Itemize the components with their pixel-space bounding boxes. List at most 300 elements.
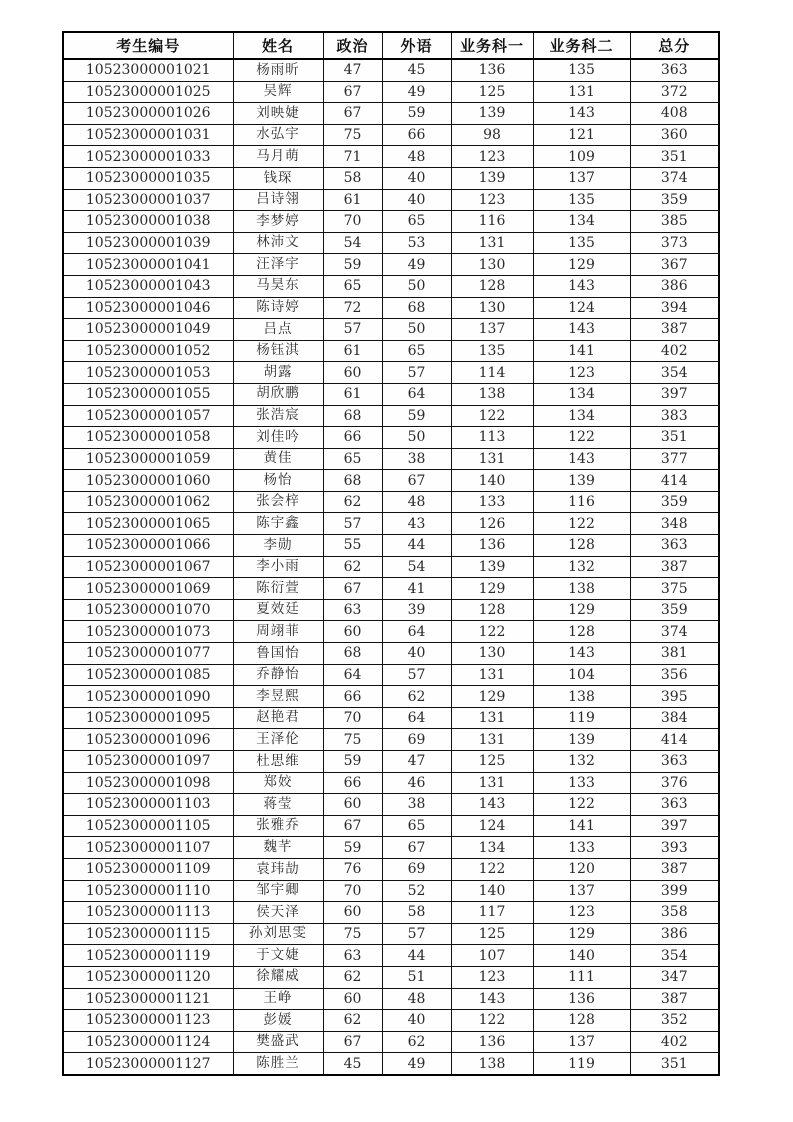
politics-score-cell: 75: [323, 729, 382, 751]
subject-two-score-cell: 128: [533, 1010, 630, 1032]
candidate-id-cell: 10523000001049: [63, 319, 233, 341]
politics-score-cell: 70: [323, 211, 382, 233]
candidate-id-cell: 10523000001059: [63, 448, 233, 470]
politics-score-cell: 67: [323, 578, 382, 600]
subject-one-score-cell: 136: [451, 1031, 533, 1053]
subject-one-score-cell: 129: [451, 686, 533, 708]
foreign-language-score-cell: 69: [382, 858, 451, 880]
name-cell: 孙刘思雯: [233, 923, 323, 945]
total-score-cell: 373: [630, 232, 719, 254]
name-cell: 胡露: [233, 362, 323, 384]
subject-one-score-cell: 131: [451, 729, 533, 751]
foreign-language-score-cell: 48: [382, 491, 451, 513]
politics-score-cell: 62: [323, 491, 382, 513]
candidate-id-cell: 10523000001110: [63, 880, 233, 902]
name-cell: 王峥: [233, 988, 323, 1010]
table-row: [63, 383, 719, 405]
total-score-cell: 393: [630, 837, 719, 859]
subject-one-score-cell: 129: [451, 578, 533, 600]
candidate-id-cell: 10523000001109: [63, 858, 233, 880]
politics-score-cell: 58: [323, 167, 382, 189]
candidate-id-cell: 10523000001077: [63, 643, 233, 665]
subject-two-score-cell: 141: [533, 340, 630, 362]
foreign-language-score-cell: 57: [382, 664, 451, 686]
foreign-language-score-cell: 46: [382, 772, 451, 794]
subject-two-score-cell: 109: [533, 146, 630, 168]
politics-score-cell: 65: [323, 448, 382, 470]
subject-two-score-cell: 132: [533, 556, 630, 578]
total-score-cell: 356: [630, 664, 719, 686]
table-row: [63, 945, 719, 967]
subject-two-score-cell: 122: [533, 513, 630, 535]
candidate-id-cell: 10523000001037: [63, 189, 233, 211]
candidate-id-cell: 10523000001038: [63, 211, 233, 233]
candidate-id-cell: 10523000001107: [63, 837, 233, 859]
name-cell: 杨钰淇: [233, 340, 323, 362]
foreign-language-score-cell: 49: [382, 254, 451, 276]
subject-two-score-cell: 111: [533, 966, 630, 988]
subject-one-score-cell: 131: [451, 664, 533, 686]
subject-one-score-cell: 113: [451, 427, 533, 449]
foreign-language-score-cell: 51: [382, 966, 451, 988]
candidate-id-cell: 10523000001060: [63, 470, 233, 492]
politics-score-cell: 63: [323, 945, 382, 967]
column-header-subject-one: 业务科一: [451, 32, 533, 59]
candidate-id-cell: 10523000001095: [63, 707, 233, 729]
subject-two-score-cell: 124: [533, 297, 630, 319]
subject-one-score-cell: 125: [451, 923, 533, 945]
total-score-cell: 360: [630, 124, 719, 146]
politics-score-cell: 70: [323, 880, 382, 902]
subject-one-score-cell: 138: [451, 383, 533, 405]
candidate-id-cell: 10523000001120: [63, 966, 233, 988]
politics-score-cell: 67: [323, 81, 382, 103]
foreign-language-score-cell: 66: [382, 124, 451, 146]
name-cell: 刘映婕: [233, 103, 323, 125]
subject-two-score-cell: 137: [533, 880, 630, 902]
name-cell: 陈诗婷: [233, 297, 323, 319]
table-row: [63, 729, 719, 751]
foreign-language-score-cell: 45: [382, 59, 451, 81]
table-row: [63, 124, 719, 146]
name-cell: 李小雨: [233, 556, 323, 578]
subject-one-score-cell: 114: [451, 362, 533, 384]
name-cell: 陈衍萱: [233, 578, 323, 600]
candidate-id-cell: 10523000001097: [63, 751, 233, 773]
total-score-cell: 354: [630, 945, 719, 967]
subject-two-score-cell: 119: [533, 707, 630, 729]
foreign-language-score-cell: 65: [382, 340, 451, 362]
table-row: [63, 254, 719, 276]
politics-score-cell: 72: [323, 297, 382, 319]
subject-one-score-cell: 117: [451, 902, 533, 924]
subject-two-score-cell: 121: [533, 124, 630, 146]
table-row: [63, 1031, 719, 1053]
candidate-id-cell: 10523000001123: [63, 1010, 233, 1032]
politics-score-cell: 68: [323, 643, 382, 665]
name-cell: 彭媛: [233, 1010, 323, 1032]
politics-score-cell: 67: [323, 815, 382, 837]
name-cell: 吕诗翎: [233, 189, 323, 211]
candidate-id-cell: 10523000001031: [63, 124, 233, 146]
subject-one-score-cell: 131: [451, 232, 533, 254]
table-row: [63, 427, 719, 449]
name-cell: 张浩宸: [233, 405, 323, 427]
table-row: [63, 275, 719, 297]
subject-two-score-cell: 143: [533, 643, 630, 665]
candidate-id-cell: 10523000001033: [63, 146, 233, 168]
subject-one-score-cell: 98: [451, 124, 533, 146]
subject-two-score-cell: 129: [533, 254, 630, 276]
subject-two-score-cell: 123: [533, 362, 630, 384]
candidate-id-cell: 10523000001046: [63, 297, 233, 319]
table-row: [63, 643, 719, 665]
foreign-language-score-cell: 59: [382, 103, 451, 125]
subject-two-score-cell: 135: [533, 189, 630, 211]
subject-two-score-cell: 123: [533, 902, 630, 924]
politics-score-cell: 45: [323, 1053, 382, 1075]
name-cell: 赵艳君: [233, 707, 323, 729]
candidate-id-cell: 10523000001067: [63, 556, 233, 578]
table-row: [63, 966, 719, 988]
table-row: [63, 535, 719, 557]
total-score-cell: 359: [630, 491, 719, 513]
politics-score-cell: 60: [323, 362, 382, 384]
foreign-language-score-cell: 50: [382, 427, 451, 449]
total-score-cell: 351: [630, 427, 719, 449]
subject-one-score-cell: 128: [451, 599, 533, 621]
candidate-id-cell: 10523000001085: [63, 664, 233, 686]
politics-score-cell: 67: [323, 103, 382, 125]
politics-score-cell: 60: [323, 621, 382, 643]
total-score-cell: 352: [630, 1010, 719, 1032]
name-cell: 水弘宇: [233, 124, 323, 146]
politics-score-cell: 59: [323, 751, 382, 773]
total-score-cell: 363: [630, 751, 719, 773]
name-cell: 吴辉: [233, 81, 323, 103]
subject-one-score-cell: 130: [451, 297, 533, 319]
foreign-language-score-cell: 69: [382, 729, 451, 751]
table-row: [63, 81, 719, 103]
name-cell: 吕点: [233, 319, 323, 341]
total-score-cell: 363: [630, 535, 719, 557]
candidate-id-cell: 10523000001026: [63, 103, 233, 125]
subject-two-score-cell: 137: [533, 167, 630, 189]
total-score-cell: 351: [630, 146, 719, 168]
candidate-id-cell: 10523000001066: [63, 535, 233, 557]
total-score-cell: 374: [630, 621, 719, 643]
foreign-language-score-cell: 40: [382, 167, 451, 189]
politics-score-cell: 61: [323, 189, 382, 211]
candidate-id-cell: 10523000001058: [63, 427, 233, 449]
foreign-language-score-cell: 48: [382, 146, 451, 168]
foreign-language-score-cell: 44: [382, 535, 451, 557]
subject-one-score-cell: 124: [451, 815, 533, 837]
total-score-cell: 374: [630, 167, 719, 189]
foreign-language-score-cell: 39: [382, 599, 451, 621]
subject-two-score-cell: 137: [533, 1031, 630, 1053]
subject-two-score-cell: 143: [533, 319, 630, 341]
table-row: [63, 794, 719, 816]
name-cell: 杜思维: [233, 751, 323, 773]
candidate-id-cell: 10523000001119: [63, 945, 233, 967]
total-score-cell: 375: [630, 578, 719, 600]
subject-one-score-cell: 140: [451, 880, 533, 902]
politics-score-cell: 66: [323, 772, 382, 794]
foreign-language-score-cell: 47: [382, 751, 451, 773]
column-header-total-score: 总分: [630, 32, 719, 59]
name-cell: 钱琛: [233, 167, 323, 189]
foreign-language-score-cell: 40: [382, 1010, 451, 1032]
foreign-language-score-cell: 50: [382, 275, 451, 297]
table-row: [63, 902, 719, 924]
total-score-cell: 383: [630, 405, 719, 427]
politics-score-cell: 59: [323, 837, 382, 859]
total-score-cell: 351: [630, 1053, 719, 1075]
subject-two-score-cell: 132: [533, 751, 630, 773]
politics-score-cell: 66: [323, 686, 382, 708]
name-cell: 鲁国怡: [233, 643, 323, 665]
name-cell: 汪泽宇: [233, 254, 323, 276]
column-header-politics: 政治: [323, 32, 382, 59]
foreign-language-score-cell: 40: [382, 643, 451, 665]
total-score-cell: 394: [630, 297, 719, 319]
name-cell: 邹宇卿: [233, 880, 323, 902]
table-row: [63, 664, 719, 686]
total-score-cell: 347: [630, 966, 719, 988]
candidate-id-cell: 10523000001096: [63, 729, 233, 751]
candidate-id-cell: 10523000001090: [63, 686, 233, 708]
subject-two-score-cell: 120: [533, 858, 630, 880]
candidate-id-cell: 10523000001115: [63, 923, 233, 945]
subject-one-score-cell: 130: [451, 643, 533, 665]
subject-one-score-cell: 123: [451, 189, 533, 211]
foreign-language-score-cell: 38: [382, 794, 451, 816]
table-row: [63, 491, 719, 513]
subject-two-score-cell: 122: [533, 427, 630, 449]
foreign-language-score-cell: 58: [382, 902, 451, 924]
table-row: [63, 405, 719, 427]
foreign-language-score-cell: 41: [382, 578, 451, 600]
table-row: [63, 319, 719, 341]
total-score-cell: 377: [630, 448, 719, 470]
name-cell: 马月萌: [233, 146, 323, 168]
foreign-language-score-cell: 50: [382, 319, 451, 341]
column-header-name: 姓名: [233, 32, 323, 59]
total-score-cell: 381: [630, 643, 719, 665]
candidate-id-cell: 10523000001043: [63, 275, 233, 297]
foreign-language-score-cell: 67: [382, 837, 451, 859]
subject-one-score-cell: 143: [451, 794, 533, 816]
subject-two-score-cell: 138: [533, 578, 630, 600]
table-row: [63, 858, 719, 880]
subject-one-score-cell: 131: [451, 772, 533, 794]
score-table-body: [63, 59, 719, 1075]
total-score-cell: 354: [630, 362, 719, 384]
politics-score-cell: 71: [323, 146, 382, 168]
foreign-language-score-cell: 38: [382, 448, 451, 470]
candidate-id-cell: 10523000001070: [63, 599, 233, 621]
table-row: [63, 297, 719, 319]
politics-score-cell: 61: [323, 383, 382, 405]
total-score-cell: 385: [630, 211, 719, 233]
foreign-language-score-cell: 54: [382, 556, 451, 578]
subject-two-score-cell: 104: [533, 664, 630, 686]
subject-two-score-cell: 129: [533, 923, 630, 945]
subject-one-score-cell: 138: [451, 1053, 533, 1075]
candidate-id-cell: 10523000001073: [63, 621, 233, 643]
politics-score-cell: 75: [323, 124, 382, 146]
total-score-cell: 358: [630, 902, 719, 924]
table-row: [63, 988, 719, 1010]
candidate-id-cell: 10523000001069: [63, 578, 233, 600]
subject-one-score-cell: 123: [451, 966, 533, 988]
subject-two-score-cell: 133: [533, 837, 630, 859]
foreign-language-score-cell: 67: [382, 470, 451, 492]
candidate-id-cell: 10523000001065: [63, 513, 233, 535]
subject-one-score-cell: 139: [451, 103, 533, 125]
subject-two-score-cell: 128: [533, 621, 630, 643]
subject-one-score-cell: 136: [451, 535, 533, 557]
candidate-id-cell: 10523000001124: [63, 1031, 233, 1053]
name-cell: 张会梓: [233, 491, 323, 513]
subject-two-score-cell: 141: [533, 815, 630, 837]
candidate-id-cell: 10523000001053: [63, 362, 233, 384]
politics-score-cell: 54: [323, 232, 382, 254]
candidate-id-cell: 10523000001062: [63, 491, 233, 513]
candidate-id-cell: 10523000001055: [63, 383, 233, 405]
subject-one-score-cell: 126: [451, 513, 533, 535]
subject-one-score-cell: 139: [451, 167, 533, 189]
foreign-language-score-cell: 49: [382, 81, 451, 103]
foreign-language-score-cell: 62: [382, 686, 451, 708]
name-cell: 于文婕: [233, 945, 323, 967]
total-score-cell: 399: [630, 880, 719, 902]
table-row: [63, 513, 719, 535]
subject-one-score-cell: 122: [451, 621, 533, 643]
total-score-cell: 397: [630, 815, 719, 837]
name-cell: 李梦婷: [233, 211, 323, 233]
candidate-id-cell: 10523000001105: [63, 815, 233, 837]
name-cell: 王泽伦: [233, 729, 323, 751]
subject-one-score-cell: 135: [451, 340, 533, 362]
candidate-id-cell: 10523000001025: [63, 81, 233, 103]
subject-one-score-cell: 125: [451, 81, 533, 103]
politics-score-cell: 59: [323, 254, 382, 276]
candidate-id-cell: 10523000001041: [63, 254, 233, 276]
politics-score-cell: 61: [323, 340, 382, 362]
politics-score-cell: 68: [323, 405, 382, 427]
subject-one-score-cell: 122: [451, 1010, 533, 1032]
subject-two-score-cell: 116: [533, 491, 630, 513]
foreign-language-score-cell: 65: [382, 211, 451, 233]
subject-one-score-cell: 125: [451, 751, 533, 773]
total-score-cell: 402: [630, 1031, 719, 1053]
foreign-language-score-cell: 68: [382, 297, 451, 319]
subject-one-score-cell: 140: [451, 470, 533, 492]
politics-score-cell: 75: [323, 923, 382, 945]
name-cell: 胡欣鹏: [233, 383, 323, 405]
foreign-language-score-cell: 48: [382, 988, 451, 1010]
foreign-language-score-cell: 65: [382, 815, 451, 837]
subject-one-score-cell: 107: [451, 945, 533, 967]
table-row: [63, 146, 719, 168]
name-cell: 袁玮劼: [233, 858, 323, 880]
name-cell: 李昱熙: [233, 686, 323, 708]
subject-two-score-cell: 135: [533, 232, 630, 254]
subject-one-score-cell: 116: [451, 211, 533, 233]
politics-score-cell: 68: [323, 470, 382, 492]
total-score-cell: 367: [630, 254, 719, 276]
total-score-cell: 408: [630, 103, 719, 125]
politics-score-cell: 70: [323, 707, 382, 729]
total-score-cell: 386: [630, 923, 719, 945]
subject-one-score-cell: 130: [451, 254, 533, 276]
foreign-language-score-cell: 57: [382, 362, 451, 384]
table-row: [63, 1053, 719, 1075]
subject-two-score-cell: 143: [533, 103, 630, 125]
foreign-language-score-cell: 52: [382, 880, 451, 902]
table-row: [63, 686, 719, 708]
candidate-id-cell: 10523000001052: [63, 340, 233, 362]
subject-two-score-cell: 139: [533, 470, 630, 492]
table-row: [63, 1010, 719, 1032]
total-score-cell: 402: [630, 340, 719, 362]
column-header-foreign-language: 外语: [382, 32, 451, 59]
subject-one-score-cell: 139: [451, 556, 533, 578]
foreign-language-score-cell: 53: [382, 232, 451, 254]
foreign-language-score-cell: 64: [382, 383, 451, 405]
table-row: [63, 362, 719, 384]
name-cell: 杨雨昕: [233, 59, 323, 81]
name-cell: 马昊东: [233, 275, 323, 297]
candidate-id-cell: 10523000001098: [63, 772, 233, 794]
table-row: [63, 837, 719, 859]
total-score-cell: 384: [630, 707, 719, 729]
subject-one-score-cell: 137: [451, 319, 533, 341]
name-cell: 陈胜兰: [233, 1053, 323, 1075]
table-row: [63, 621, 719, 643]
table-row: [63, 211, 719, 233]
name-cell: 林沛文: [233, 232, 323, 254]
candidate-id-cell: 10523000001121: [63, 988, 233, 1010]
candidate-id-cell: 10523000001039: [63, 232, 233, 254]
name-cell: 张雅乔: [233, 815, 323, 837]
subject-two-score-cell: 139: [533, 729, 630, 751]
total-score-cell: 359: [630, 189, 719, 211]
politics-score-cell: 67: [323, 1031, 382, 1053]
subject-two-score-cell: 129: [533, 599, 630, 621]
table-row: [63, 751, 719, 773]
subject-two-score-cell: 136: [533, 988, 630, 1010]
candidate-id-cell: 10523000001057: [63, 405, 233, 427]
table-row: [63, 880, 719, 902]
name-cell: 乔静怡: [233, 664, 323, 686]
subject-two-score-cell: 131: [533, 81, 630, 103]
name-cell: 徐耀威: [233, 966, 323, 988]
table-row: [63, 470, 719, 492]
total-score-cell: 376: [630, 772, 719, 794]
name-cell: 樊盛武: [233, 1031, 323, 1053]
politics-score-cell: 66: [323, 427, 382, 449]
total-score-cell: 348: [630, 513, 719, 535]
politics-score-cell: 65: [323, 275, 382, 297]
header-row: [63, 32, 719, 59]
foreign-language-score-cell: 57: [382, 923, 451, 945]
foreign-language-score-cell: 64: [382, 621, 451, 643]
table-row: [63, 923, 719, 945]
table-row: [63, 578, 719, 600]
